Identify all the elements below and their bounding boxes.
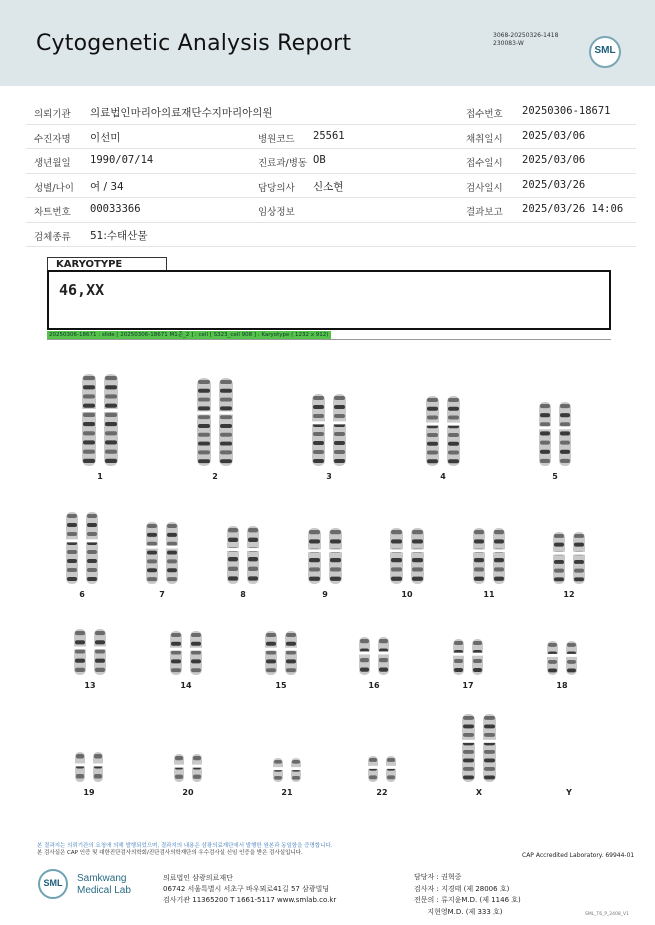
chromosome-pair (312, 394, 346, 466)
chromosome-label: 10 (401, 590, 413, 599)
staff-line: 지현영M.D. (제 333 호) (414, 907, 503, 916)
clinical-label: 임상정보 (258, 207, 295, 218)
specimen-value: 51:수태산물 (90, 229, 148, 242)
chromosome-label: 16 (368, 681, 380, 690)
disclaimer (37, 843, 332, 857)
logo-text: SML (43, 878, 63, 888)
disclaimer-line: 본 검사실은 CAP 인증 및 대한진단검사의학회/진단검사의학재단의 우수검사실 신임 인증을 받은 검사실입니다. (37, 850, 303, 856)
cap-accreditation: CAP Accredited Laboratory. 69944-01 (522, 852, 635, 859)
chromosome-pair (473, 528, 505, 584)
patient-value: 이선미 (90, 131, 121, 144)
chromosome-label: 1 (97, 472, 103, 481)
chromosome-pair (426, 396, 460, 466)
chromosome-pair (66, 512, 98, 584)
chromosome-pair (368, 756, 396, 782)
chromosome-label: 4 (440, 472, 446, 481)
info-row (26, 198, 636, 223)
chromosome-label: 5 (552, 472, 558, 481)
collect-date-value: 2025/03/06 (522, 129, 586, 142)
chromosome-pair (539, 402, 571, 466)
chromosome-pair (553, 532, 585, 584)
chromosome-label: 7 (159, 590, 165, 599)
chromosome-label: 2 (212, 472, 218, 481)
chromosome-pair (74, 629, 106, 675)
staff-line: 전문의 : 류지윤M.D. (제 1146 호) (414, 896, 521, 904)
chromosome-pair (390, 528, 424, 584)
receipt-no-label: 접수번호 (466, 109, 503, 120)
chromosome-pair (359, 637, 389, 675)
chromosome-label: 3 (326, 472, 332, 481)
form-code: SML_T6_P_2408_V1 (585, 912, 629, 917)
birth-value: 1990/07/14 (90, 154, 154, 166)
report-reference (493, 32, 558, 48)
info-row (26, 100, 636, 125)
chromosome-label: 17 (462, 681, 474, 690)
report-title: Cytogenetic Analysis Report (36, 31, 352, 56)
chromosome-pair (75, 752, 103, 782)
chromosome-pair (547, 641, 577, 675)
lab-name-line: Samkwang (77, 873, 127, 884)
address-line: 06742 서울특별시 서초구 바우뫼로41길 57 삼광빌딩 (163, 885, 330, 893)
chromosome-label: 15 (275, 681, 287, 690)
chromosome-pair (146, 522, 178, 584)
address-line: 검사기관 11365200 T 1661-5117 www.smlab.co.kr (163, 896, 337, 904)
lab-name-line: Medical Lab (77, 885, 131, 896)
karyotype-result: 46,XX (59, 281, 105, 299)
receipt-date-value: 2025/03/06 (522, 154, 586, 166)
chromosome-label: 18 (556, 681, 568, 690)
chromosome-label: 11 (483, 590, 495, 599)
logo-text: SML (594, 45, 616, 56)
report-date-value: 2025/03/26 14:06 (522, 203, 624, 215)
info-row (26, 149, 636, 174)
hospital-code-label: 병원코드 (258, 133, 295, 145)
samkwang-logo-icon (38, 869, 68, 899)
chart-value: 00033366 (90, 203, 141, 215)
chromosome-label: 12 (563, 590, 575, 599)
disclaimer-line: 본 결과지는 의뢰기관의 요청에 의해 발행되었으며, 결과지의 내용은 삼광의료재단에서 발행한 원본과 동일함을 증명합니다. (37, 843, 333, 849)
report-header (0, 0, 655, 86)
karyotype-bar-text: 20250306-18671 : slide [ 20250306-18671 M1준_2 ] : cell [ S323_cell 908 ] : Karyotype ( 1232 x 912) (49, 332, 329, 338)
receipt-no-value: 20250306-18671 (522, 105, 611, 117)
chromosome-label: 9 (322, 590, 328, 599)
patient-label: 수진자명 (34, 133, 71, 145)
chromosome-label: X (475, 788, 483, 797)
chromosome-pair (273, 758, 301, 782)
chromosome-pair (227, 526, 259, 584)
collect-date-label: 채취일시 (466, 133, 503, 145)
karyotype-tag: KARYOTYPE (47, 257, 167, 270)
receipt-date-label: 접수일시 (466, 158, 503, 169)
chromosome-label: 22 (376, 788, 388, 797)
dept-value: OB (313, 154, 326, 166)
chromosome-pair (170, 631, 202, 675)
lab-name (77, 873, 131, 897)
info-row (26, 174, 636, 199)
chart-label: 차트번호 (34, 207, 71, 218)
chromosome-pair (462, 714, 496, 782)
doctor-label: 담당의사 (258, 182, 295, 194)
chromosome-pair (308, 528, 342, 584)
info-row (26, 223, 636, 248)
karyotype-result-box (47, 270, 611, 330)
patient-info-table (26, 100, 636, 247)
sex-age-label: 성별/나이 (34, 182, 74, 194)
chromosome-label: 19 (83, 788, 95, 797)
specimen-label: 검체종류 (34, 231, 71, 243)
reference-line: 3068-20250326-1418 (493, 32, 559, 39)
sml-logo-icon (589, 36, 621, 68)
address-line: 의료법인 삼광의료재단 (163, 874, 233, 882)
chromosome-label: 20 (182, 788, 194, 797)
dept-label: 진료과/병동 (258, 158, 308, 169)
exam-date-value: 2025/03/26 (522, 178, 586, 191)
chromosome-pair (82, 374, 118, 466)
chromosome-pair (197, 378, 233, 466)
institution-value: 의료법인마리아의료재단수지마리아의원 (90, 107, 273, 119)
exam-date-label: 검사일시 (466, 182, 503, 194)
chromosome-label: Y (566, 788, 572, 797)
chromosome-pair (453, 639, 483, 675)
hospital-code-value: 25561 (313, 129, 345, 142)
divider (47, 339, 611, 340)
report-date-label: 결과보고 (466, 207, 503, 218)
chromosome-label: 21 (281, 788, 293, 797)
staff-line: 검사자 : 지경태 (제 28006 호) (414, 884, 510, 893)
chromosome-pair (174, 754, 202, 782)
reference-line: 230083-W (493, 40, 524, 47)
chromosome-label: 13 (84, 681, 96, 690)
institution-label: 의뢰기관 (34, 109, 71, 120)
info-row (26, 125, 636, 150)
doctor-value: 신소현 (313, 180, 344, 193)
staff-list (414, 872, 521, 918)
chromosome-pair (265, 631, 297, 675)
chromosome-label: 14 (180, 681, 192, 690)
birth-label: 생년월일 (34, 158, 71, 169)
sex-age-value: 여 / 34 (90, 180, 124, 193)
staff-line: 담당자 : 권혁중 (414, 873, 462, 881)
chromosome-label: 8 (240, 590, 246, 599)
lab-address (163, 873, 336, 906)
chromosome-label: 6 (79, 590, 85, 599)
